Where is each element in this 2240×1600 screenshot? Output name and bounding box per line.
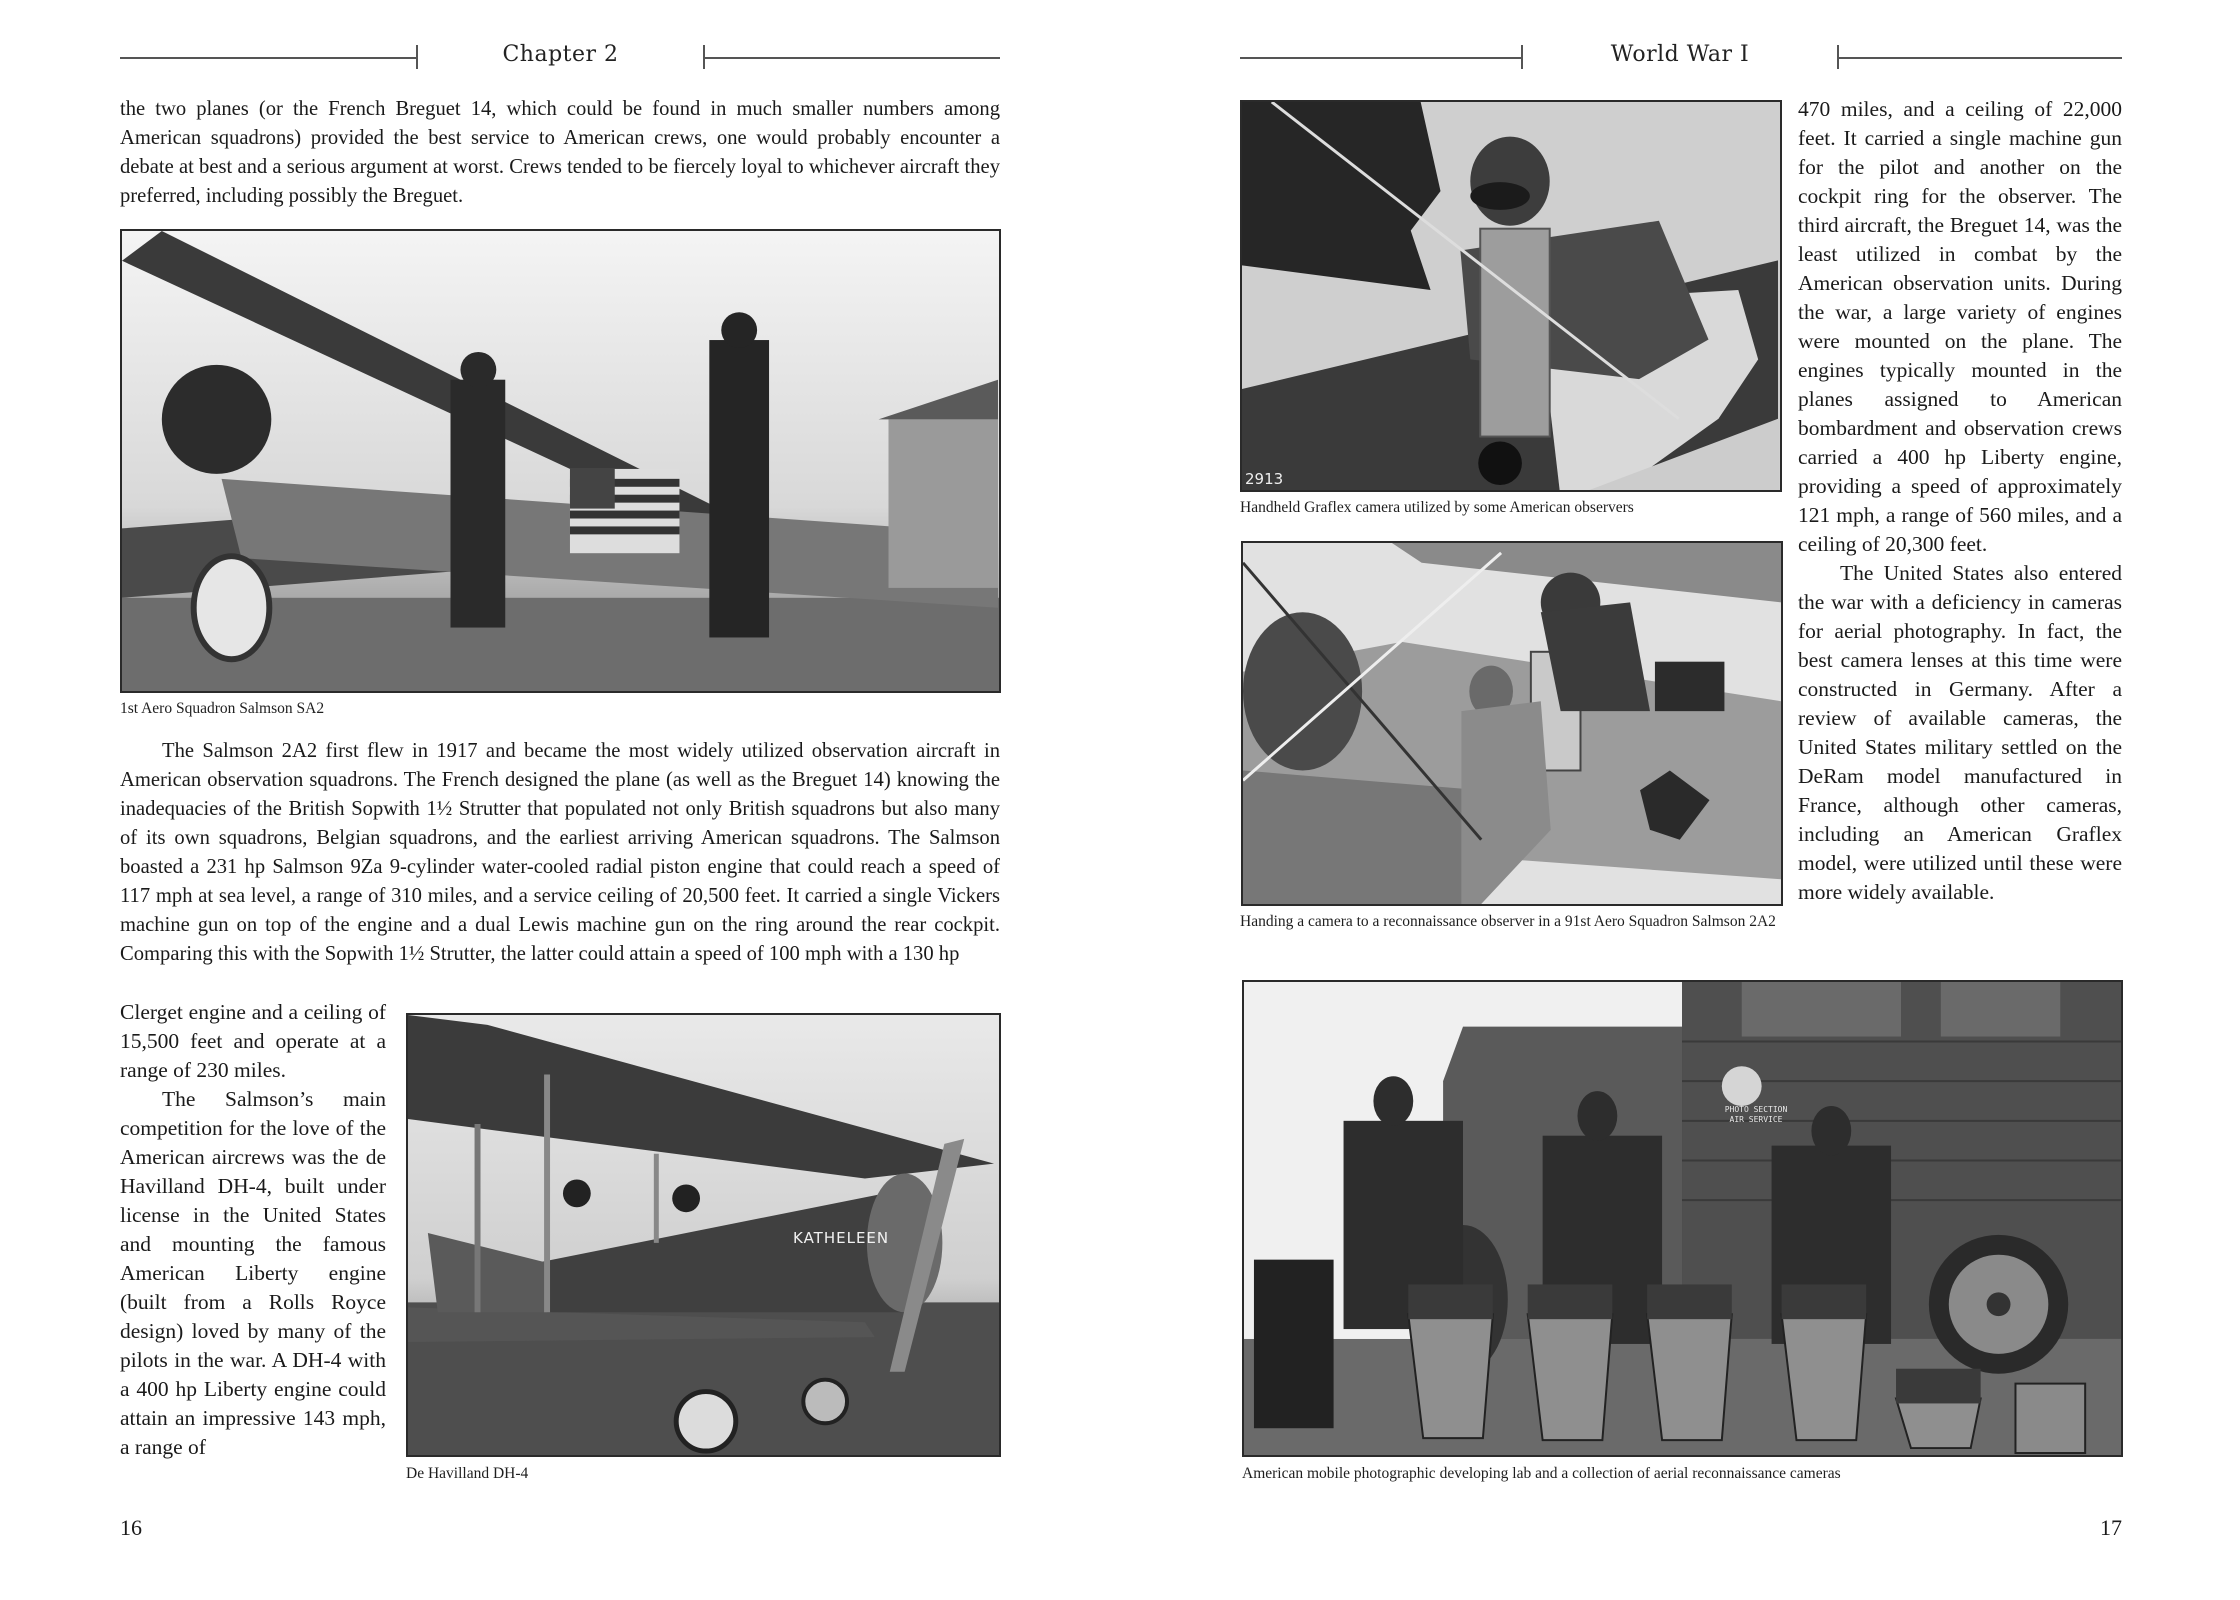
photo-dh4 [406, 1013, 1001, 1457]
paragraph-text: the two planes (or the French Breguet 14, which could be found in much smaller numbers among American squadrons) provided the best service to American crews, one would probably encounter a debate at best and a serious argument at worst. Crews tended to be fiercely loyal to whichever aircraft they preferred, including possibly the Breguet. [120, 98, 1000, 207]
paragraph [1798, 95, 2122, 907]
header-rule-right [704, 57, 1000, 59]
paragraph [120, 95, 1000, 211]
figure-caption: Handheld Graflex camera utilized by some American observers [1240, 499, 1634, 516]
plane-nose-art-text: KATHELEEN [793, 1229, 890, 1247]
paragraph-text: The Salmson 2A2 first flew in 1917 and became the most widely utilized observation aircraft in American observation squadrons. The French designed the plane (as well as the Breguet 14) knowing the inadequacies of the British Sopwith 1½ Strutter that populated not only British squadrons but also many of its own squadrons, Belgian squadrons, and the earliest arriving American squadrons. The Salmson boasted a 231 hp Salmson 9Za 9-cylinder water-cooled radial piston engine that could reach a speed of 117 mph at sea level, a range of 310 miles, and a service ceiling of 20,500 feet. It carried a single Vickers machine gun on top of the engine and a dual Lewis machine gun on the ring around the rear cockpit. Comparing this with the Sopwith 1½ Strutter, the latter could attain a speed of 100 mph with a 130 hp [120, 740, 1000, 965]
negative-number: 2913 [1245, 470, 1284, 488]
header-rule-left [120, 57, 417, 59]
photo-image [408, 1015, 999, 1455]
figure-caption: 1st Aero Squadron Salmson SA2 [120, 700, 325, 717]
figure-caption: Handing a camera to a reconnaissance observer in a 91st Aero Squadron Salmson 2A2 [1240, 913, 1776, 930]
paragraph [120, 998, 386, 1462]
photo-image [122, 231, 999, 691]
figure-caption: American mobile photographic developing lab and a collection of aerial reconnaissance cameras [1242, 1465, 1841, 1482]
running-head-book: World War I [1610, 42, 1750, 67]
header-rule-left [1240, 57, 1522, 59]
photo-graflex-camera [1240, 100, 1782, 492]
page-number: 17 [2100, 1515, 2122, 1540]
paragraph-text: 470 miles, and a ceiling of 22,000 feet. It carried a single machine gun for the pilot and another on the cockpit ring for the observer. The third aircraft, the Breguet 14, was the least utilized in combat by the American observation units. During the war, a large variety of engines were mounted on the plane. The engines typically mounted in the planes assigned to American bombardment and observation crews carried a 400 hp Liberty engine, providing a speed of approximately 121 mph, a range of 560 miles, and a ceiling of 20,300 feet. [1798, 97, 2122, 556]
figure-caption: De Havilland DH-4 [406, 1465, 529, 1482]
photo-mobile-lab [1242, 980, 2123, 1457]
header-rule-right [1838, 57, 2122, 59]
photo-image [1243, 543, 1781, 904]
truck-lettering-line: PHOTO SECTION [1724, 1105, 1788, 1114]
photo-handing-camera [1241, 541, 1783, 906]
truck-lettering-line: AIR SERVICE [1729, 1115, 1783, 1124]
running-head-chapter: Chapter 2 [502, 42, 619, 67]
paragraph-text: The United States also entered the war with a deficiency in cameras for aerial photography. In fact, the best camera lenses at this time were constructed in Germany. After a review of available cameras, the United States military settled on the DeRam model manufactured in France, although other cameras, including an American Graflex model, were utilized until these were more widely available. [1798, 561, 2122, 904]
paragraph [120, 737, 1000, 969]
photo-salmson-sa2 [120, 229, 1001, 693]
page-number: 16 [120, 1515, 142, 1540]
paragraph-text: Clerget engine and a ceiling of 15,500 feet and operate at a range of 230 miles. [120, 1000, 386, 1082]
photo-image [1244, 982, 2121, 1455]
truck-lettering [1722, 1105, 1790, 1125]
paragraph-text: The Salmson’s main competition for the love of the American aircrews was the de Havilland DH-4, built under license in the United States and mounting the famous American Liberty engine (built from a Rolls Royce design) loved by many of the pilots in the war. A DH-4 with a 400 hp Liberty engine could attain an impressive 143 mph, a range of [120, 1087, 386, 1459]
photo-image [1242, 102, 1780, 490]
